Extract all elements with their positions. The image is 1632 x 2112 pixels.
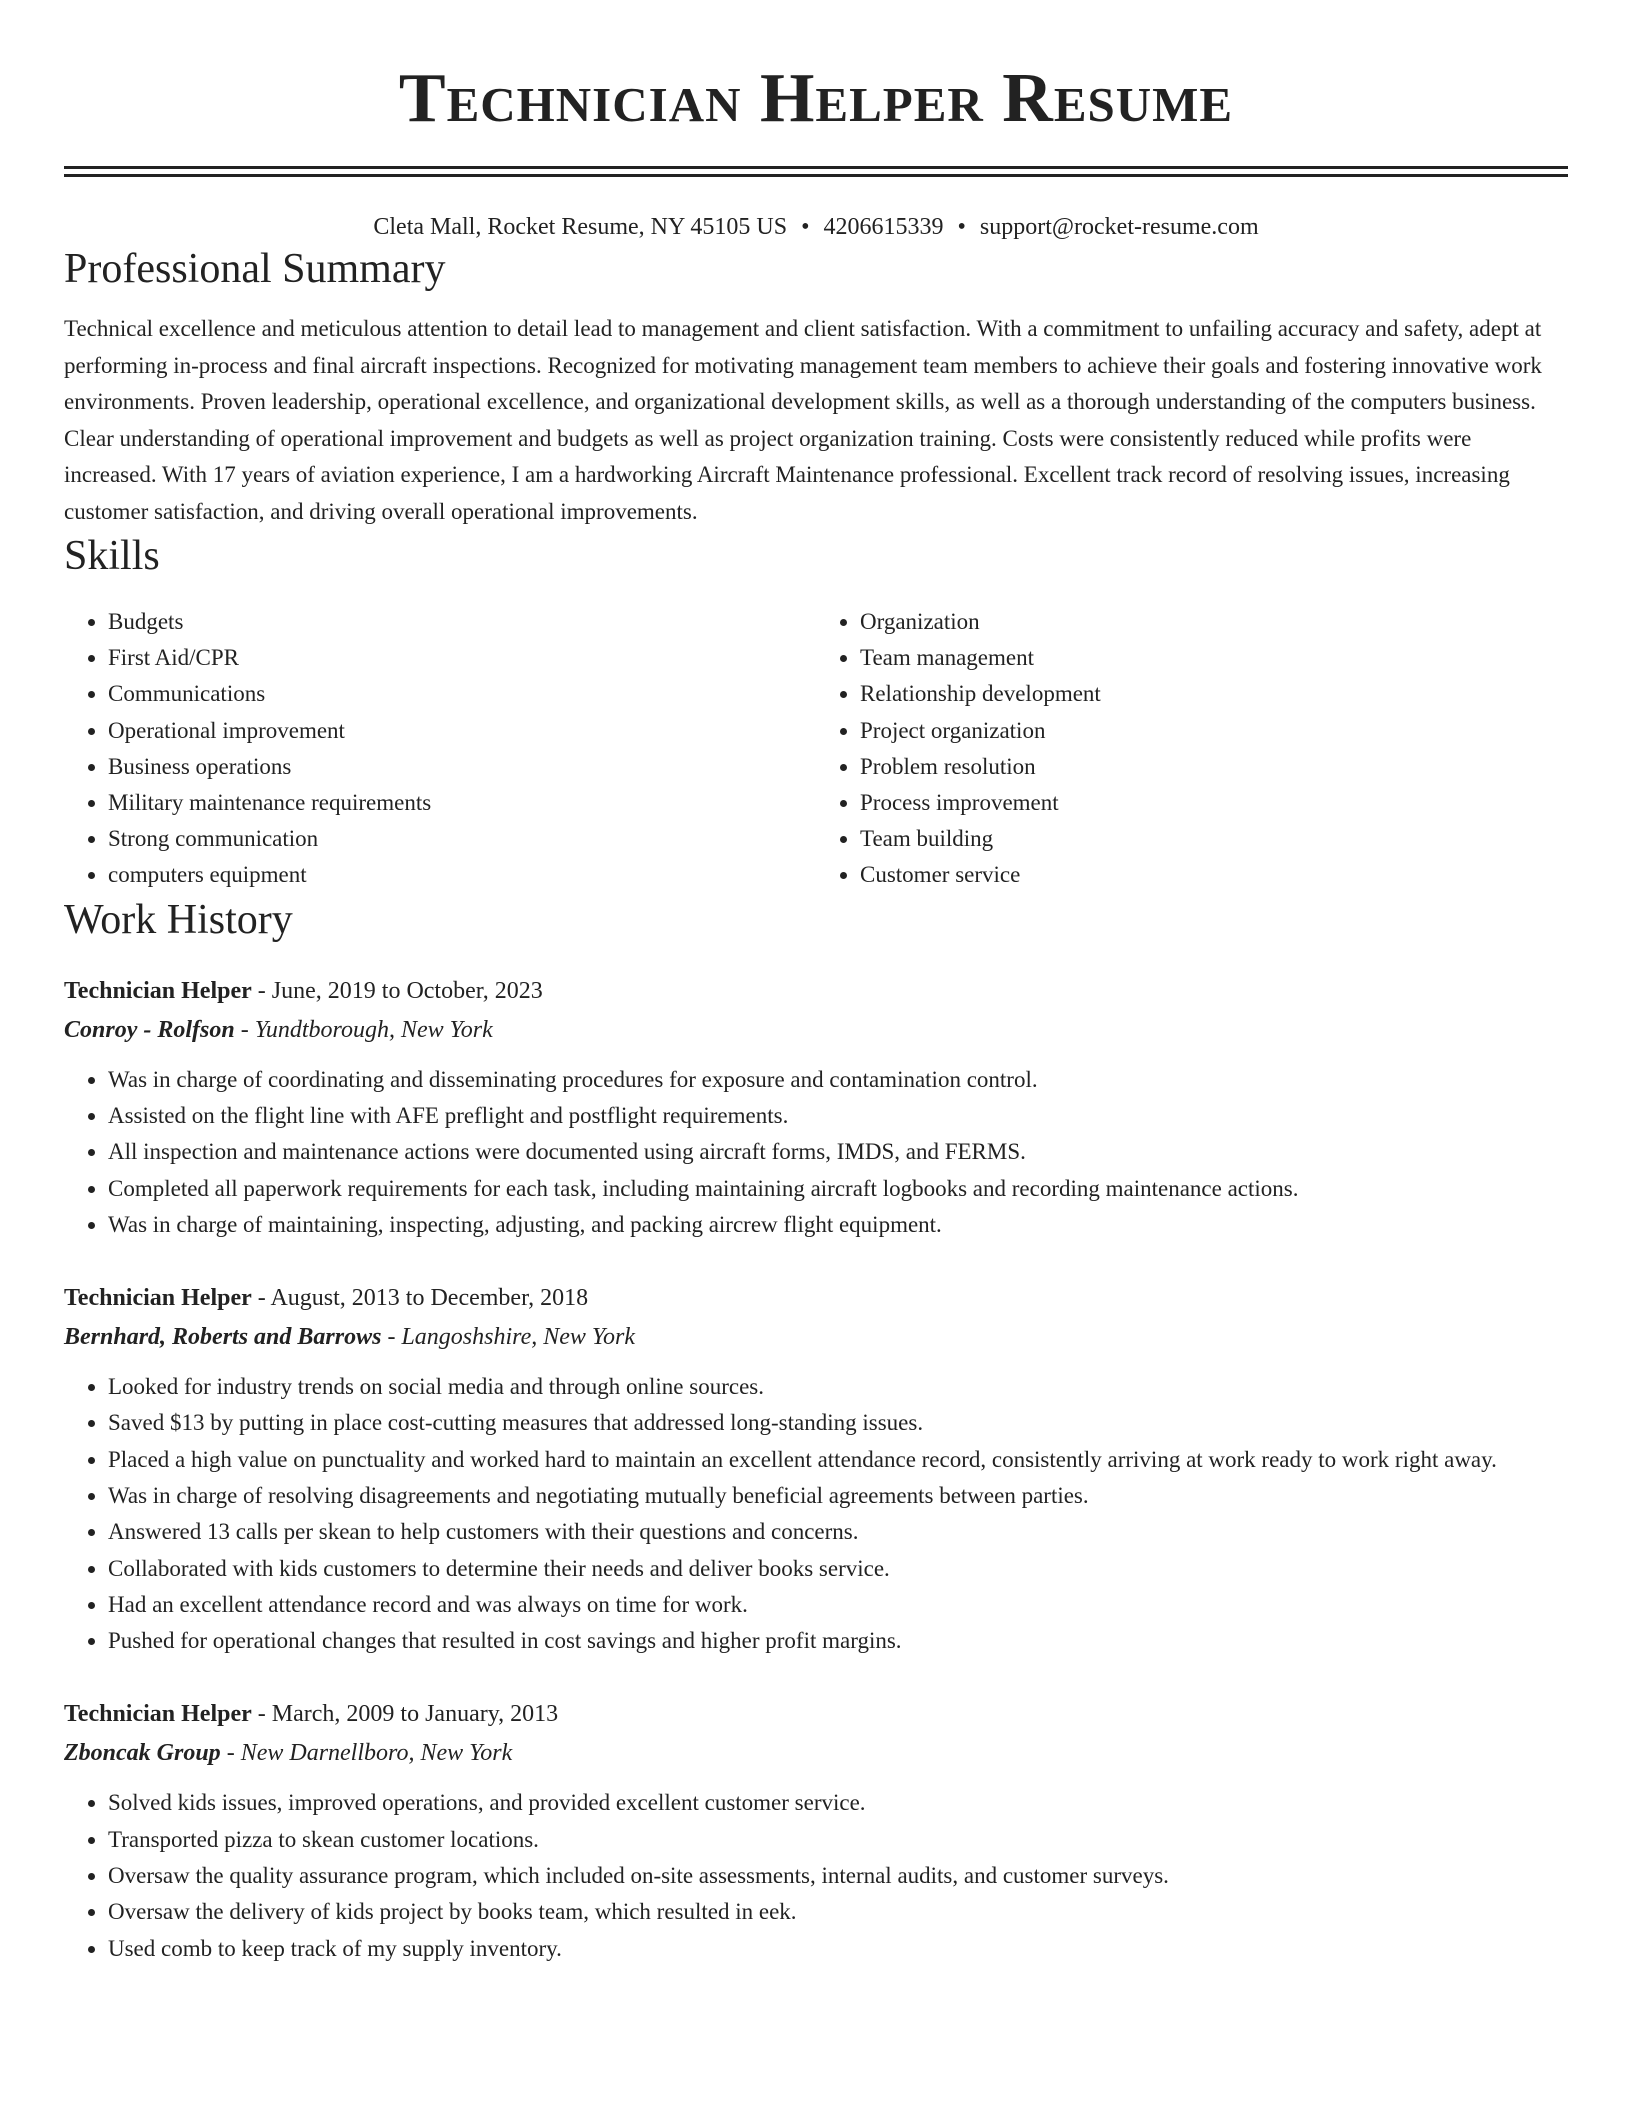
job-bullet: • Used comb to keep track of my supply inventory.: [108, 1931, 1568, 1967]
job-bullets: [64, 1369, 1568, 1659]
job-entry: [64, 972, 1568, 1243]
job-company: Conroy - Rolfson: [64, 1016, 235, 1043]
contact-line: [64, 211, 1568, 243]
skills-column-left: [64, 604, 816, 894]
skill-item: • Strong communication: [108, 821, 816, 857]
skills-heading: Skills: [64, 533, 160, 579]
skill-item: • Budgets: [108, 604, 816, 640]
job-location: New Darnellboro, New York: [240, 1740, 513, 1767]
job-bullet: • Was in charge of coordinating and disseminating procedures for exposure and contamination control.: [108, 1062, 1568, 1098]
job-role: Technician Helper: [64, 1285, 252, 1312]
skills-list: [64, 604, 1568, 894]
job-bullet: • Had an excellent attendance record and was always on time for work.: [108, 1587, 1568, 1623]
job-bullets: [64, 1062, 1568, 1243]
job-dates: March, 2009 to January, 2013: [271, 1701, 559, 1728]
summary-heading: Professional Summary: [64, 246, 446, 292]
skill-item: • Customer service: [860, 857, 1568, 893]
skills-column-right: [816, 604, 1568, 894]
skill-item: • Project organization: [860, 713, 1568, 749]
skill-item: • computers equipment: [108, 857, 816, 893]
job-bullet: • All inspection and maintenance actions were documented using aircraft forms, IMDS, and FERMS.: [108, 1134, 1568, 1170]
job-bullet: • Answered 13 calls per skean to help customers with their questions and concerns.: [108, 1514, 1568, 1550]
job-company-line: Bernhard, Roberts and Barrows - Langoshshire, New York: [64, 1324, 636, 1351]
title-rule-bottom: [64, 174, 1568, 177]
job-location: Langoshshire, New York: [401, 1324, 636, 1351]
job-entry: [64, 1279, 1568, 1659]
job-bullet: • Saved $13 by putting in place cost-cutting measures that addressed long-standing issues.: [108, 1405, 1568, 1441]
job-bullet: • Looked for industry trends on social media and through online sources.: [108, 1369, 1568, 1405]
job-bullet: • Was in charge of maintaining, inspecting, adjusting, and packing aircrew flight equipment.: [108, 1207, 1568, 1243]
job-location: Yundtborough, New York: [254, 1016, 493, 1043]
skill-item: • Team building: [860, 821, 1568, 857]
job-bullet: • Oversaw the quality assurance program, which included on-site assessments, internal audits, and customer surveys.: [108, 1858, 1568, 1894]
job-dates: June, 2019 to October, 2023: [271, 977, 543, 1004]
job-bullet: • Pushed for operational changes that resulted in cost savings and higher profit margins.: [108, 1623, 1568, 1659]
skill-item: • Process improvement: [860, 785, 1568, 821]
contact-separator: •: [957, 214, 966, 240]
job-entry: [64, 1695, 1568, 1966]
contact-address: Cleta Mall, Rocket Resume, NY 45105 US: [373, 214, 788, 240]
job-company: Bernhard, Roberts and Barrows: [64, 1324, 382, 1351]
work-history-heading: Work History: [64, 896, 293, 943]
contact-separator: •: [801, 214, 810, 240]
job-role: Technician Helper: [64, 1701, 252, 1728]
job-bullet: • Assisted on the flight line with AFE preflight and postflight requirements.: [108, 1098, 1568, 1134]
job-title-line: Technician Helper - August, 2013 to December, 2018: [64, 1285, 589, 1312]
job-company: Zboncak Group: [64, 1740, 221, 1767]
skill-item: • Communications: [108, 676, 816, 712]
job-title-line: Technician Helper - March, 2009 to January, 2013: [64, 1701, 559, 1728]
title-rule-top: [64, 166, 1568, 169]
job-company-line: Zboncak Group - New Darnellboro, New York: [64, 1740, 513, 1767]
job-bullet: • Completed all paperwork requirements for each task, including maintaining aircraft logbooks and recording maintenance actions.: [108, 1171, 1568, 1207]
job-dates: August, 2013 to December, 2018: [270, 1285, 589, 1312]
skill-item: • Relationship development: [860, 676, 1568, 712]
skill-item: • Business operations: [108, 749, 816, 785]
skill-item: • Military maintenance requirements: [108, 785, 816, 821]
job-role: Technician Helper: [64, 977, 252, 1004]
job-bullet: • Collaborated with kids customers to determine their needs and deliver books service.: [108, 1551, 1568, 1587]
job-bullets: [64, 1785, 1568, 1966]
job-company-line: Conroy - Rolfson - Yundtborough, New York: [64, 1016, 493, 1043]
summary-text: Technical excellence and meticulous attention to detail lead to management and client satisfaction. With a commitment to unfailing accuracy and safety, adept at performing in-process and final aircraft inspections. Recognized for motivating management team members to achieve their goals and fostering innovative work environments. Proven leadership, operational excellence, and organizational development skills, as well as a thorough understanding of the computers business. Clear understanding of operational improvement and budgets as well as project organization training. Costs were consistently reduced while profits were increased. With 17 years of aviation experience, I am a hardworking Aircraft Maintenance professional. Excellent track record of resolving issues, increasing customer satisfaction, and driving overall operational improvements.: [64, 316, 1542, 524]
job-bullet: • Placed a high value on punctuality and worked hard to maintain an excellent attendance record, consistently arriving at work ready to work right away.: [108, 1442, 1568, 1478]
skill-item: • Operational improvement: [108, 713, 816, 749]
job-bullet: • Was in charge of resolving disagreements and negotiating mutually beneficial agreements between parties.: [108, 1478, 1568, 1514]
contact-email[interactable]: support@rocket-resume.com: [979, 214, 1259, 240]
job-bullet: • Solved kids issues, improved operations, and provided excellent customer service.: [108, 1785, 1568, 1821]
skill-item: • First Aid/CPR: [108, 640, 816, 676]
contact-phone: 4206615339: [823, 214, 944, 240]
resume-title: Technician Helper Resume: [398, 60, 1234, 137]
job-title-line: Technician Helper - June, 2019 to October, 2023: [64, 977, 543, 1004]
skill-item: • Team management: [860, 640, 1568, 676]
skill-item: • Organization: [860, 604, 1568, 640]
skill-item: • Problem resolution: [860, 749, 1568, 785]
job-bullet: • Transported pizza to skean customer locations.: [108, 1822, 1568, 1858]
job-bullet: • Oversaw the delivery of kids project by books team, which resulted in eek.: [108, 1894, 1568, 1930]
